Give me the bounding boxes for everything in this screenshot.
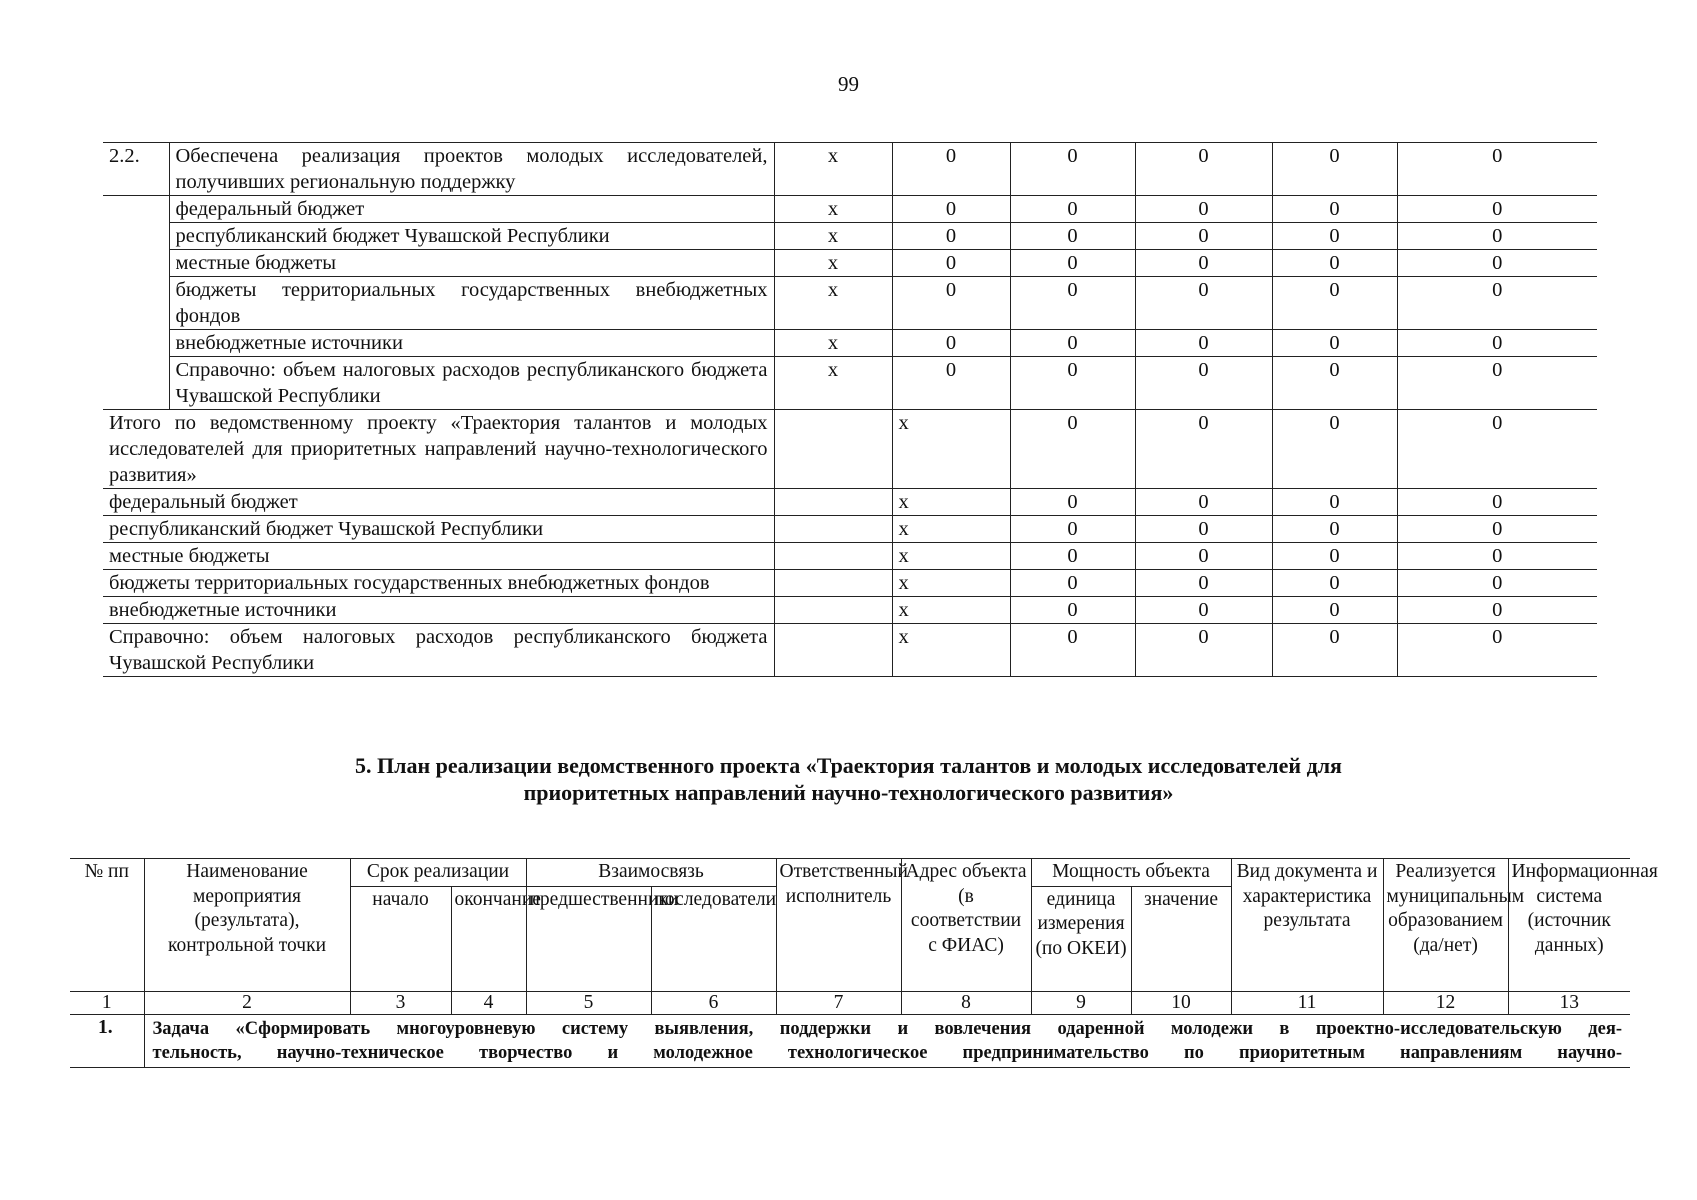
row-number (103, 357, 169, 410)
cell: 0 (1272, 624, 1397, 677)
cell: 0 (1397, 143, 1597, 196)
total-label: Справочно: объем налоговых расходов республиканского бюджета Чувашской Республики (103, 624, 774, 677)
cell: 0 (1272, 489, 1397, 516)
cell: 0 (1397, 330, 1597, 357)
total-row (103, 489, 1597, 516)
cell (774, 624, 892, 677)
cell: 0 (892, 357, 1010, 410)
column-number: 4 (451, 991, 526, 1014)
row-number (103, 250, 169, 277)
cell: 0 (1135, 143, 1272, 196)
cell: 0 (1135, 357, 1272, 410)
cell: 0 (1135, 196, 1272, 223)
cell: 0 (1397, 277, 1597, 330)
total-row (103, 570, 1597, 597)
task-text (144, 1014, 1630, 1067)
total-label: бюджеты территориальных государственных внебюджетных фондов (103, 570, 774, 597)
cell: х (892, 624, 1010, 677)
cell: 0 (892, 143, 1010, 196)
cell: х (892, 597, 1010, 624)
cell: 0 (1010, 489, 1135, 516)
header-link: Взаимосвязь (526, 859, 776, 887)
cell: 0 (1135, 250, 1272, 277)
cell: х (774, 330, 892, 357)
cell: 0 (1135, 277, 1272, 330)
total-label: федеральный бюджет (103, 489, 774, 516)
column-numbers-row (70, 991, 1630, 1014)
row-number (103, 196, 169, 223)
total-row (103, 410, 1597, 489)
funding-table (103, 142, 1597, 677)
header-system: Информационная система (источник данных) (1508, 859, 1630, 992)
header-link-next: последователи (651, 886, 776, 991)
cell: 0 (1397, 410, 1597, 489)
cell: 0 (1010, 196, 1135, 223)
funding-row (103, 223, 1597, 250)
header-link-prev: предшественники (526, 886, 651, 991)
task-number: 1. (70, 1014, 144, 1067)
cell: х (774, 250, 892, 277)
cell: 0 (1397, 570, 1597, 597)
cell: 0 (1397, 357, 1597, 410)
cell: 0 (892, 277, 1010, 330)
total-row (103, 543, 1597, 570)
cell: 0 (1010, 516, 1135, 543)
header-cap-unit: единица измерения (по ОКЕИ) (1031, 886, 1131, 991)
cell: х (892, 570, 1010, 597)
header-term: Срок реализации (350, 859, 526, 887)
section-heading-line: приоритетных направлений научно-технологического развития» (523, 780, 1174, 805)
cell: х (892, 516, 1010, 543)
cell: 0 (1272, 196, 1397, 223)
cell: 0 (1135, 223, 1272, 250)
header-capacity: Мощность объекта (1031, 859, 1231, 887)
cell: х (774, 277, 892, 330)
cell: 0 (1397, 489, 1597, 516)
cell: 0 (1010, 624, 1135, 677)
row-number: 2.2. (103, 143, 169, 196)
header-municipal: Реализуется муниципальным образованием (да/нет) (1383, 859, 1508, 992)
column-number: 11 (1231, 991, 1383, 1014)
cell: х (774, 223, 892, 250)
task-line: тельность, научно-техническое творчество и молодежное технологическое предпринимательство по приоритетным направлениям научно- (152, 1042, 1623, 1063)
cell: 0 (1135, 516, 1272, 543)
cell: х (774, 143, 892, 196)
header-term-end: окончание (451, 886, 526, 991)
cell: 0 (892, 330, 1010, 357)
column-number: 5 (526, 991, 651, 1014)
cell: 0 (892, 250, 1010, 277)
cell: 0 (1397, 196, 1597, 223)
cell: 0 (1397, 223, 1597, 250)
row-label: внебюджетные источники (169, 330, 774, 357)
cell (774, 410, 892, 489)
header-term-start: начало (350, 886, 451, 991)
total-row (103, 624, 1597, 677)
total-label: Итого по ведомственному проекту «Траектория талантов и молодых исследователей для приоритетных направлений научно-технологического развития» (103, 410, 774, 489)
row-label: местные бюджеты (169, 250, 774, 277)
funding-row-2-2 (103, 143, 1597, 196)
section-heading-line: 5. План реализации ведомственного проекта «Траектория талантов и молодых исследователей для (355, 753, 1342, 778)
cell: 0 (1135, 597, 1272, 624)
total-row (103, 516, 1597, 543)
column-number: 8 (901, 991, 1031, 1014)
column-number: 7 (776, 991, 901, 1014)
cell: 0 (892, 196, 1010, 223)
row-number (103, 277, 169, 330)
column-number: 12 (1383, 991, 1508, 1014)
cell: 0 (1397, 597, 1597, 624)
funding-row (103, 277, 1597, 330)
column-number: 9 (1031, 991, 1131, 1014)
cell: 0 (1135, 570, 1272, 597)
row-number (103, 223, 169, 250)
cell (774, 516, 892, 543)
cell: 0 (1397, 516, 1597, 543)
funding-row (103, 250, 1597, 277)
funding-row (103, 330, 1597, 357)
cell: 0 (1397, 250, 1597, 277)
task-line: Задача «Сформировать многоуровневую систему выявления, поддержки и вовлечения одаренной молодежи в проектно-исследовательскую дея- (152, 1018, 1623, 1039)
header-row (70, 859, 1630, 887)
header-document: Вид документа и характеристика результата (1231, 859, 1383, 992)
funding-row (103, 196, 1597, 223)
cell: 0 (1135, 543, 1272, 570)
row-label: бюджеты территориальных государственных внебюджетных фондов (169, 277, 774, 330)
cell: 0 (1272, 250, 1397, 277)
cell: 0 (1397, 543, 1597, 570)
row-label: Обеспечена реализация проектов молодых исследователей, получивших региональную поддержку (169, 143, 774, 196)
total-label: внебюджетные источники (103, 597, 774, 624)
cell: 0 (1272, 143, 1397, 196)
cell: 0 (1010, 330, 1135, 357)
cell: 0 (1272, 570, 1397, 597)
row-label: Справочно: объем налоговых расходов республиканского бюджета Чувашской Республики (169, 357, 774, 410)
cell: 0 (1010, 143, 1135, 196)
cell: 0 (1135, 489, 1272, 516)
total-label: республиканский бюджет Чувашской Республики (103, 516, 774, 543)
row-number (103, 330, 169, 357)
cell: 0 (1272, 597, 1397, 624)
column-number: 3 (350, 991, 451, 1014)
cell: 0 (1010, 250, 1135, 277)
page-number: 99 (838, 72, 859, 96)
cell: х (774, 357, 892, 410)
header-responsible: Ответственный исполнитель (776, 859, 901, 992)
cell: 0 (1010, 597, 1135, 624)
header-address: Адрес объекта (в соответствии с ФИАС) (901, 859, 1031, 992)
funding-row (103, 357, 1597, 410)
cell: 0 (1010, 543, 1135, 570)
cell: 0 (1010, 357, 1135, 410)
cell: 0 (1135, 410, 1272, 489)
cell: 0 (1010, 410, 1135, 489)
row-label: республиканский бюджет Чувашской Республики (169, 223, 774, 250)
cell: х (892, 543, 1010, 570)
total-row (103, 597, 1597, 624)
cell: х (892, 410, 1010, 489)
column-number: 2 (144, 991, 350, 1014)
cell: х (892, 489, 1010, 516)
header-num: № пп (70, 859, 144, 992)
section-heading (0, 752, 1697, 806)
cell (774, 543, 892, 570)
column-number: 6 (651, 991, 776, 1014)
header-name: Наименование мероприятия (результата), контрольной точки (144, 859, 350, 992)
cell: 0 (1272, 516, 1397, 543)
column-number: 1 (70, 991, 144, 1014)
cell: 0 (1010, 277, 1135, 330)
header-cap-value: значение (1131, 886, 1231, 991)
cell: 0 (1272, 357, 1397, 410)
cell: 0 (1135, 330, 1272, 357)
task-row (70, 1014, 1630, 1067)
cell: 0 (1135, 624, 1272, 677)
cell: 0 (1272, 223, 1397, 250)
cell (774, 597, 892, 624)
cell: 0 (1272, 277, 1397, 330)
cell (774, 570, 892, 597)
cell: 0 (1272, 543, 1397, 570)
cell: 0 (1010, 570, 1135, 597)
total-label: местные бюджеты (103, 543, 774, 570)
plan-table (70, 858, 1658, 1068)
column-number: 13 (1508, 991, 1630, 1014)
row-label: федеральный бюджет (169, 196, 774, 223)
cell: 0 (1272, 330, 1397, 357)
cell: 0 (892, 223, 1010, 250)
cell: 0 (1272, 410, 1397, 489)
cell: 0 (1397, 624, 1597, 677)
column-number: 10 (1131, 991, 1231, 1014)
cell (774, 489, 892, 516)
cell: х (774, 196, 892, 223)
cell: 0 (1010, 223, 1135, 250)
